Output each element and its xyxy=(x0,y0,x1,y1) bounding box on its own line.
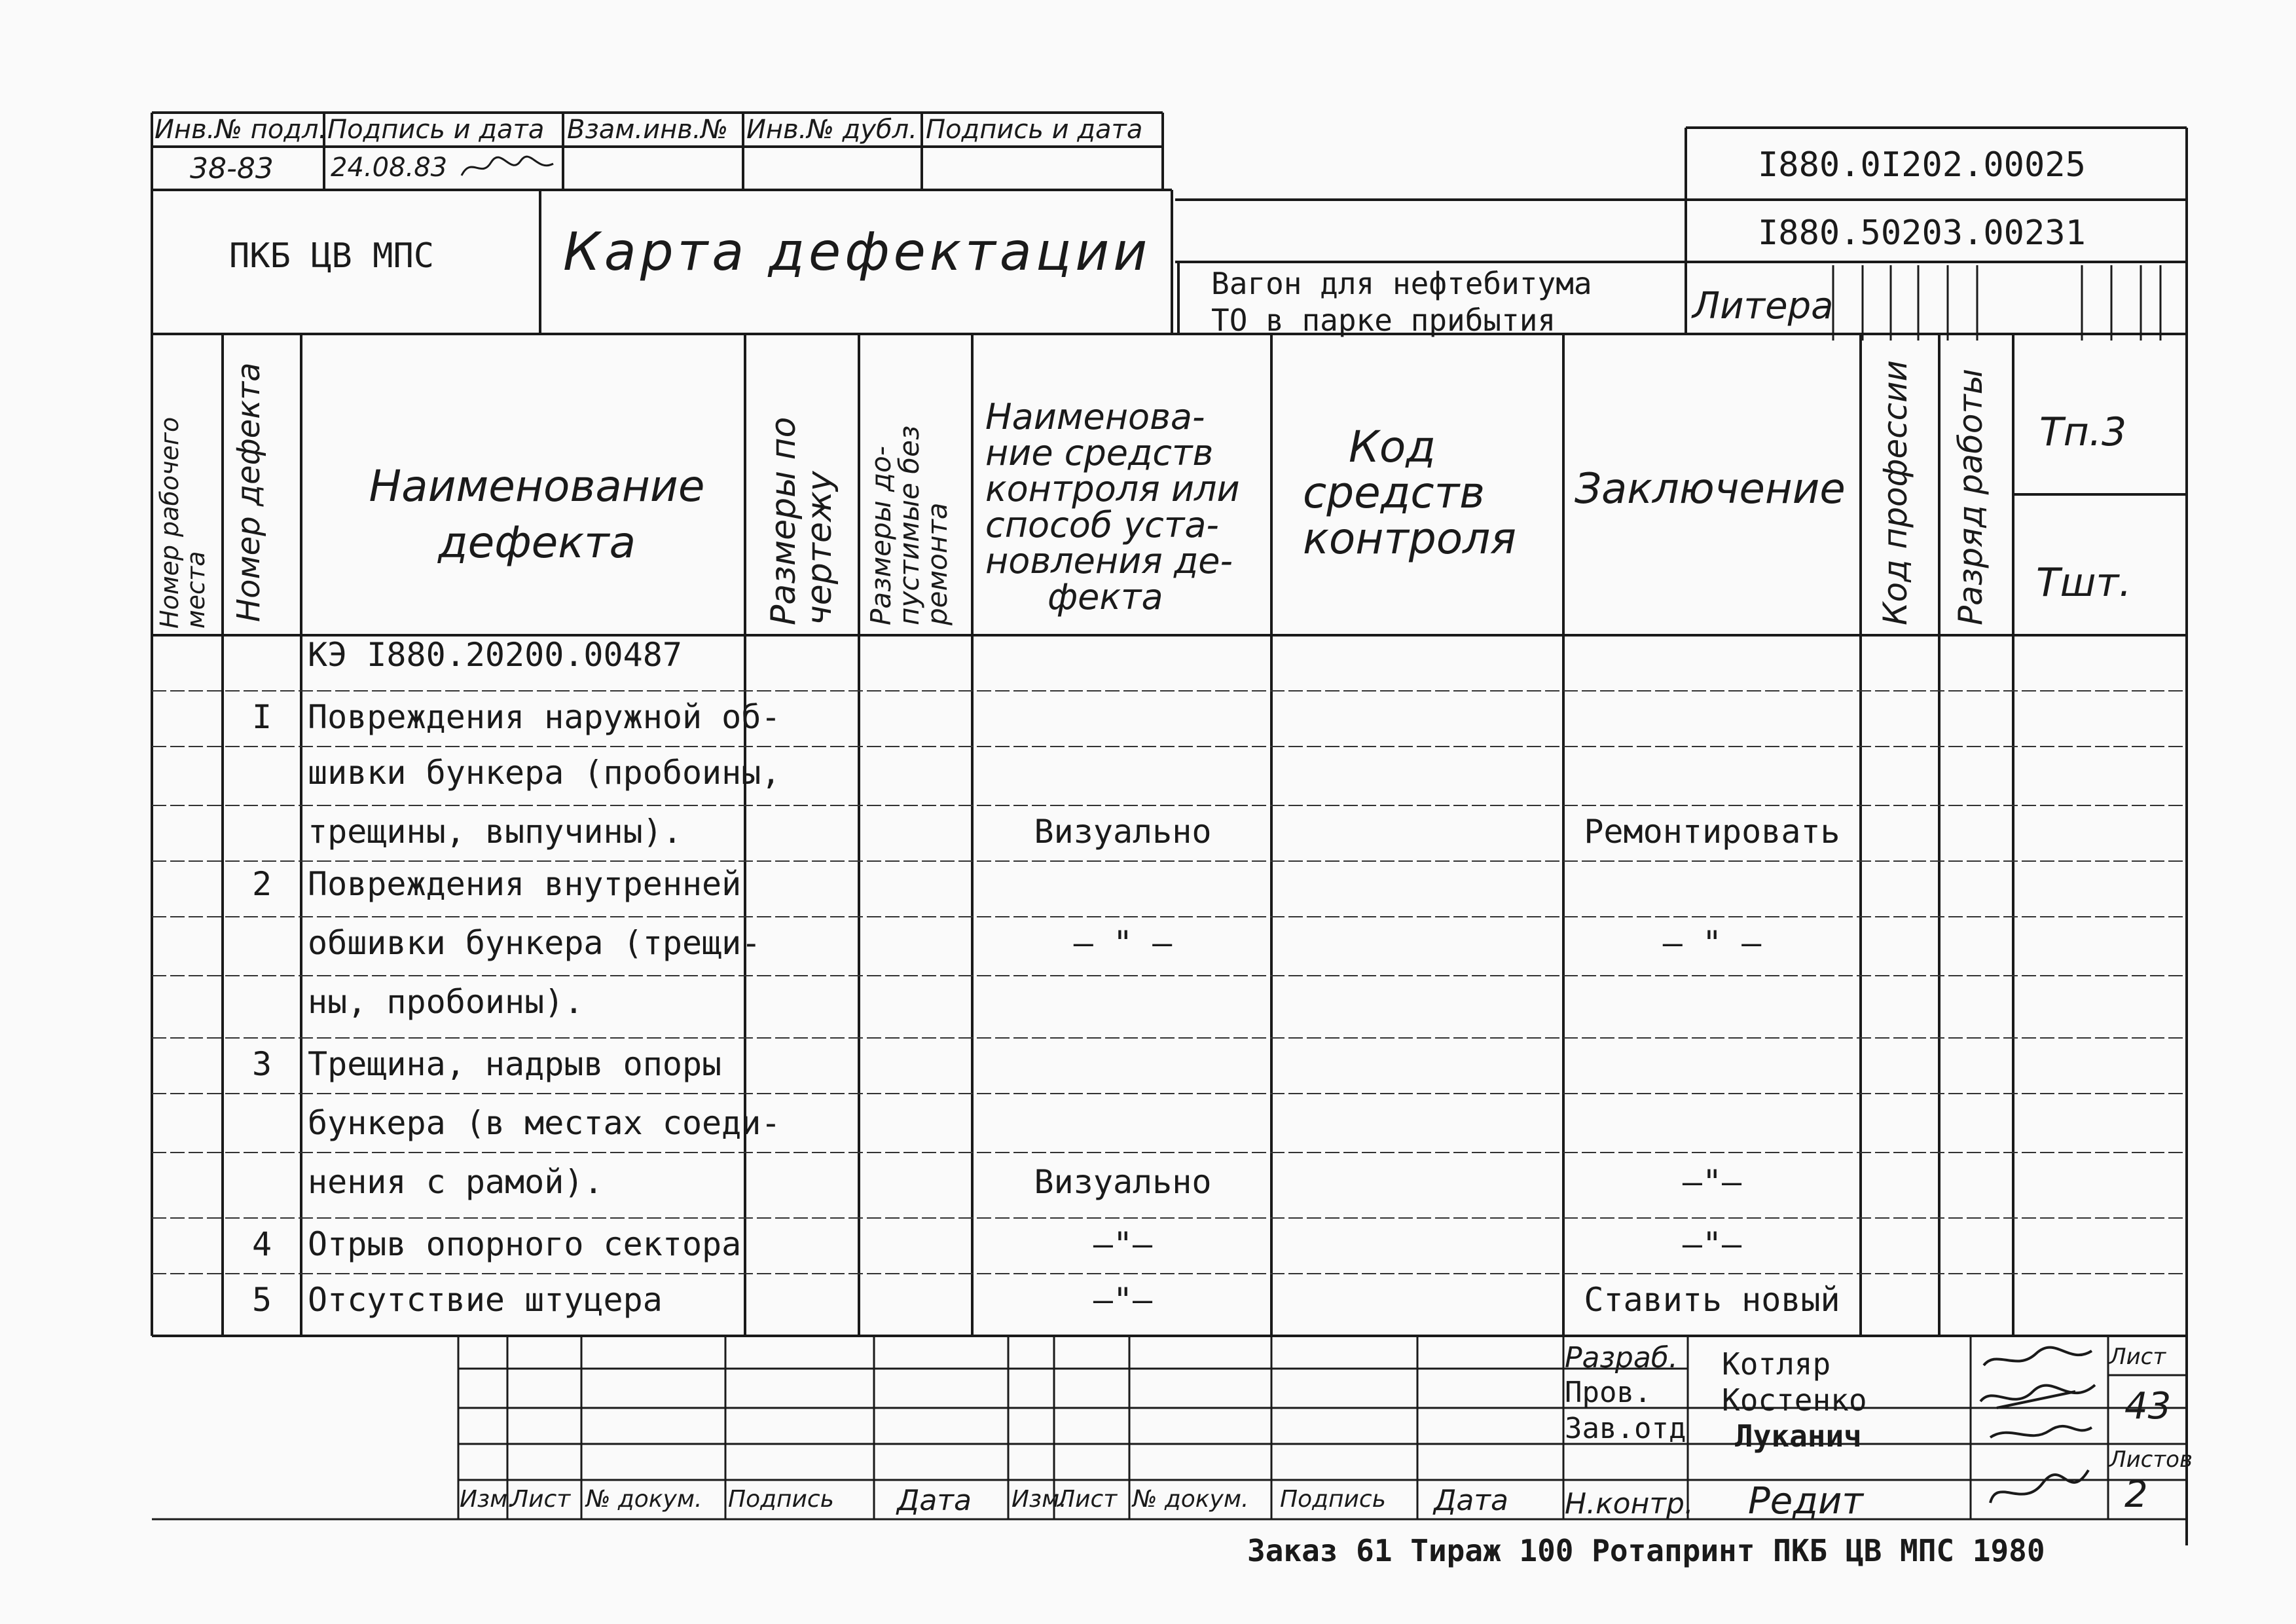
defect-conclusion: Ставить новый xyxy=(1584,1281,1840,1319)
col-sizes-drawing: Размеры по чертежу xyxy=(764,416,839,625)
stamp-header-inv-dup: Инв.№ дубл. xyxy=(746,115,917,145)
col-defect-name: Наименование дефекта xyxy=(369,461,705,568)
doc-code-2: I880.50203.00231 xyxy=(1758,213,2086,253)
sheets-value: 2 xyxy=(2124,1473,2148,1516)
stamp-inv-number: 38-83 xyxy=(190,152,274,185)
col-control-means-5: новления де- xyxy=(985,540,1233,581)
doc-title: Карта дефектации xyxy=(563,221,1152,282)
defect-description: обшивки бункера (трещи- xyxy=(308,924,761,962)
org-name: ПКБ ЦВ МПС xyxy=(229,236,435,276)
defect-description: КЭ I880.20200.00487 xyxy=(308,636,682,674)
bottom-h-list-1: Лист xyxy=(511,1486,571,1513)
defect-description: Отрыв опорного сектора xyxy=(308,1225,742,1263)
doc-code-1: I880.0I202.00025 xyxy=(1758,145,2086,185)
col-sizes-allowed: Размеры до-пустимые без ремонта xyxy=(865,425,953,625)
defect-description: нения с рамой). xyxy=(308,1163,604,1201)
bottom-h-date-1: Дата xyxy=(897,1484,972,1517)
control-method: – " – xyxy=(1073,924,1173,962)
bottom-h-date-2: Дата xyxy=(1434,1484,1508,1517)
stamp-header-sign-date-2: Подпись и дата xyxy=(926,115,1143,145)
name-developer: Котляр xyxy=(1722,1346,1831,1382)
stamp-date-signed: 24.08.83 xyxy=(331,153,448,183)
bottom-h-sign-2: Подпись xyxy=(1280,1486,1386,1513)
defect-description: Повреждения внутренней xyxy=(308,865,742,903)
col-defect-no: Номер дефекта xyxy=(230,362,267,622)
defect-description: шивки бункера (пробоины, xyxy=(308,754,781,792)
defect-number: 4 xyxy=(252,1225,272,1263)
defect-conclusion: Ремонтировать xyxy=(1584,813,1840,851)
col-control-code-2: средств xyxy=(1303,468,1485,518)
control-method: Визуально xyxy=(1034,1163,1212,1201)
stamp-header-inv-orig: Инв.№ подл. xyxy=(155,115,327,145)
bottom-h-izm-2: Изм. xyxy=(1011,1486,1067,1513)
role-norm-control: Н.контр. xyxy=(1565,1487,1694,1521)
defect-conclusion: –"– xyxy=(1682,1225,1742,1263)
col-control-means-6: фекта xyxy=(1048,576,1163,618)
defect-description: бункера (в местах соеди- xyxy=(308,1104,781,1142)
name-head-dept: Луканич xyxy=(1735,1418,1862,1454)
defect-conclusion: –"– xyxy=(1682,1163,1742,1201)
col-work-grade: Разряд работы xyxy=(1952,368,1990,625)
col-conclusion: Заключение xyxy=(1575,465,1846,513)
defect-number: I xyxy=(252,698,272,736)
col-control-code-3: контроля xyxy=(1303,513,1517,564)
sheet-label: Лист xyxy=(2109,1344,2166,1370)
bottom-h-list-2: Лист xyxy=(1057,1486,1118,1513)
defect-description: Повреждения наружной об- xyxy=(308,698,781,736)
stamp-signature xyxy=(458,149,556,185)
bottom-h-izm-1: Изм. xyxy=(460,1486,515,1513)
defect-number: 2 xyxy=(252,865,272,903)
subject-line-2: ТО в парке прибытия xyxy=(1211,303,1556,338)
stamp-header-replace-inv: Взам.инв.№ xyxy=(567,115,729,145)
bottom-h-sign-1: Подпись xyxy=(728,1486,834,1513)
control-method: –"– xyxy=(1093,1281,1153,1319)
title-block-signatures xyxy=(1977,1346,2102,1516)
col-control-means-2: ние средств xyxy=(985,432,1214,473)
stamp-header-sign-date: Подпись и дата xyxy=(327,115,545,145)
defect-description: ны, пробоины). xyxy=(308,983,584,1021)
bottom-h-doc-2: № докум. xyxy=(1133,1486,1249,1513)
defect-number: 3 xyxy=(252,1045,272,1083)
role-developer: Разраб. xyxy=(1565,1341,1678,1375)
control-method: –"– xyxy=(1093,1225,1153,1263)
col-prof-code: Код профессии xyxy=(1876,360,1914,625)
defect-description: Отсутствие штуцера xyxy=(308,1281,663,1319)
role-head-dept: Зав.отд xyxy=(1565,1412,1686,1445)
control-method: Визуально xyxy=(1034,813,1212,851)
role-checked: Пров. xyxy=(1565,1376,1652,1409)
litera-label: Литера xyxy=(1692,285,1834,327)
subject-line-1: Вагон для нефтебитума xyxy=(1211,266,1592,301)
defect-description: трещины, выпучины). xyxy=(308,813,682,851)
defect-conclusion: – " – xyxy=(1662,924,1762,962)
name-norm-control: Редит xyxy=(1748,1480,1863,1522)
col-workplace: Номер рабочего места xyxy=(155,416,210,629)
sheets-label: Листов xyxy=(2109,1447,2193,1473)
print-footer: Заказ 61 Тираж 100 Ротапринт ПКБ ЦВ МПС 1980 xyxy=(1247,1533,2045,1568)
name-checked: Костенко xyxy=(1722,1382,1867,1418)
sheet-value: 43 xyxy=(2124,1385,2172,1428)
defect-number: 5 xyxy=(252,1281,272,1319)
defect-description: Трещина, надрыв опоры xyxy=(308,1045,722,1083)
col-tp: Тп.3 xyxy=(2039,409,2127,455)
col-control-code-1: Код xyxy=(1349,422,1436,472)
col-control-means-4: способ уста- xyxy=(985,504,1219,545)
col-control-means-3: контроля или xyxy=(985,468,1240,509)
bottom-h-doc-1: № докум. xyxy=(586,1486,702,1513)
col-tsht: Тшт. xyxy=(2036,560,2132,606)
col-control-means-1: Наименова- xyxy=(985,396,1205,437)
